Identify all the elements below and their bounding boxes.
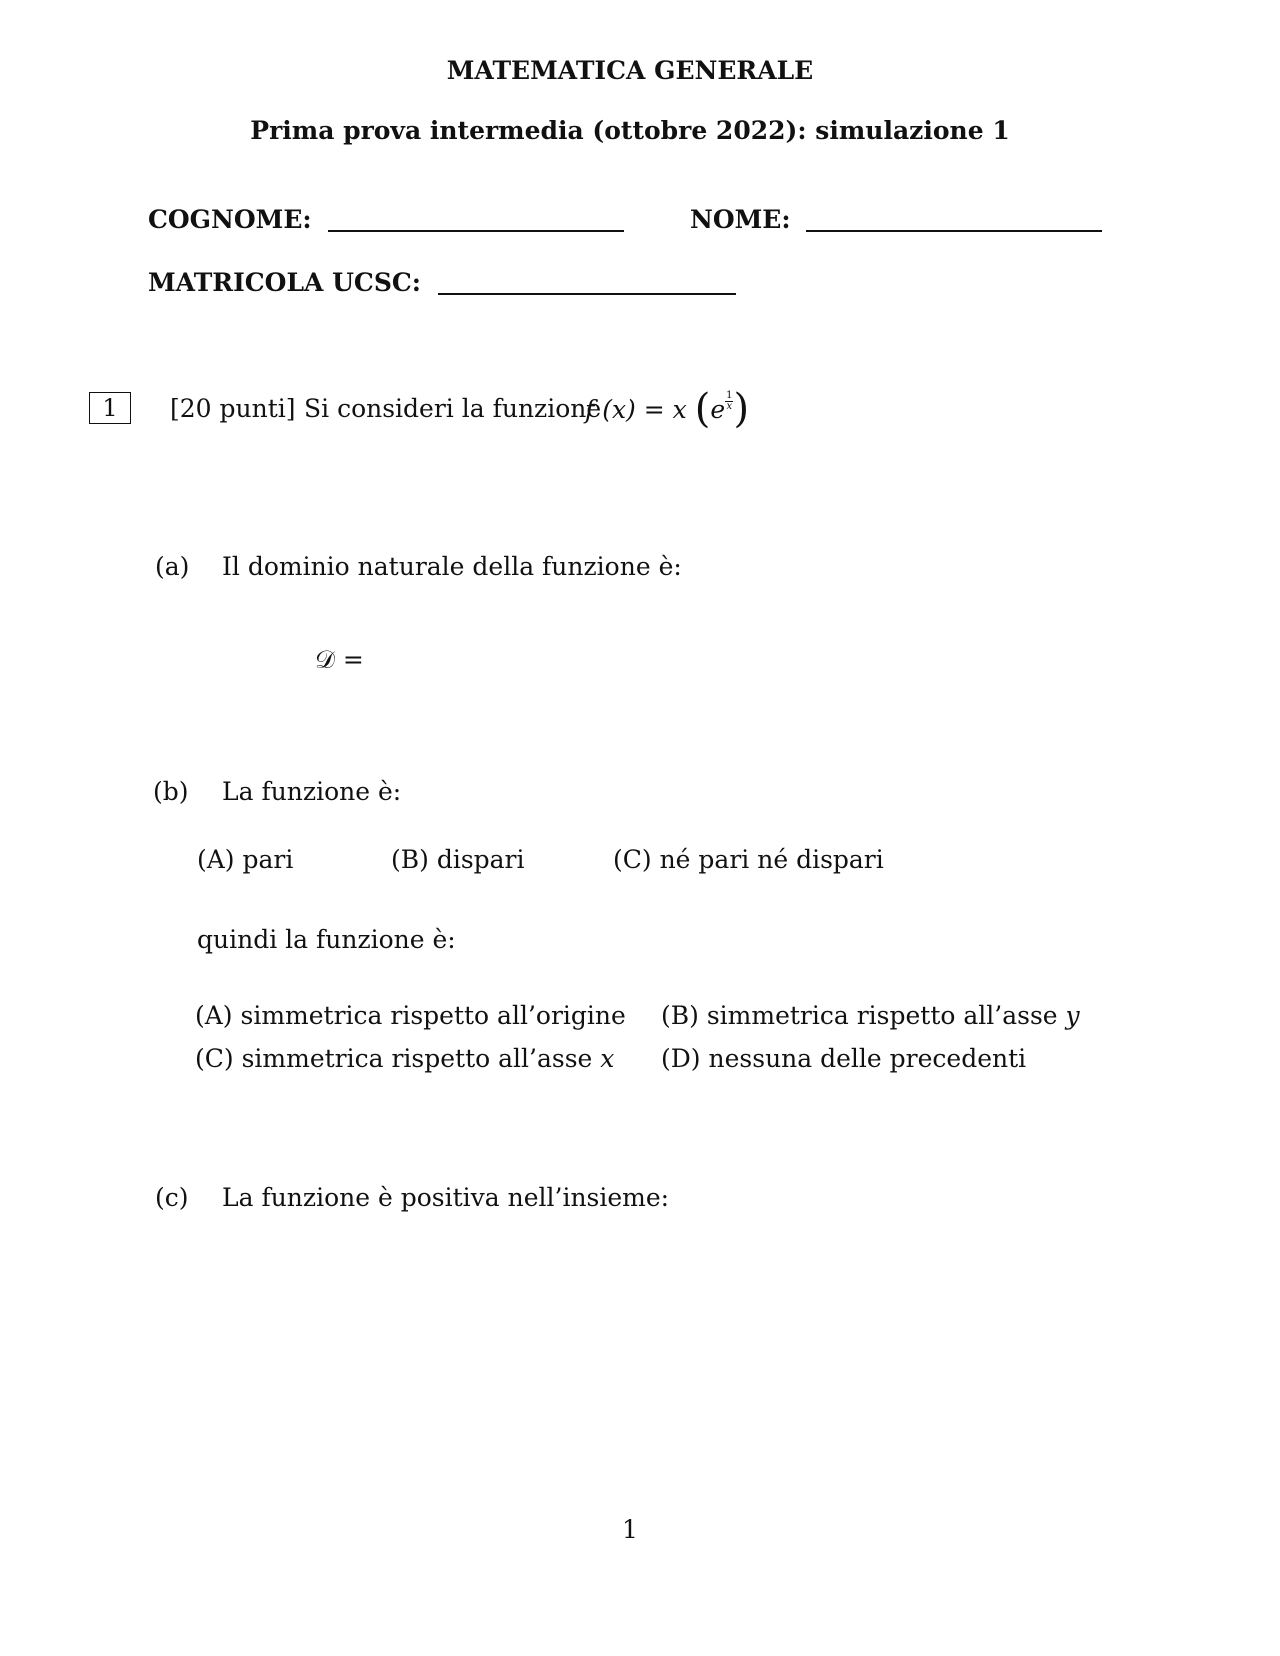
exercise-number-box: 1 xyxy=(89,392,131,424)
nome-label: NOME: xyxy=(690,205,791,234)
symmetry-option-a[interactable] xyxy=(195,1001,626,1030)
domain-answer-prefix: 𝒟 = xyxy=(315,645,364,674)
part-b-label: (b) xyxy=(153,777,189,806)
part-c-label: (c) xyxy=(155,1183,189,1212)
part-c-question: La funzione è positiva nell’insieme: xyxy=(222,1183,670,1212)
symmetry-option-c-letter: (C) xyxy=(195,1044,234,1073)
page-number: 1 xyxy=(622,1515,638,1544)
part-a-label: (a) xyxy=(155,552,190,581)
nome-field[interactable] xyxy=(806,230,1102,232)
matricola-field[interactable] xyxy=(438,293,736,295)
symmetry-option-c[interactable] xyxy=(195,1044,614,1073)
matricola-label: MATRICOLA UCSC: xyxy=(148,268,422,297)
part-b-followup: quindi la funzione è: xyxy=(197,925,456,954)
cognome-label: COGNOME: xyxy=(148,205,312,234)
left-paren: ( xyxy=(694,386,711,432)
symmetry-option-d-text: nessuna delle precedenti xyxy=(708,1044,1027,1073)
part-b-question: La funzione è: xyxy=(222,777,402,806)
exp-base: e xyxy=(710,395,726,424)
symmetry-option-c-text: simmetrica rispetto all’asse xyxy=(241,1044,593,1073)
symmetry-option-a-text: simmetrica rispetto all’origine xyxy=(240,1001,626,1030)
parity-option-a[interactable]: (A) pari xyxy=(197,845,294,874)
exercise-intro: Si consideri la funzione xyxy=(304,394,602,423)
exp-numerator: 1 xyxy=(726,389,733,401)
symmetry-option-d-letter: (D) xyxy=(661,1044,701,1073)
exp-denominator: x xyxy=(726,400,733,412)
function-formula xyxy=(585,386,749,432)
function-lhs: f (x) = x xyxy=(585,395,687,424)
exam-subtitle: Prima prova intermedia (ottobre 2022): simulazione 1 xyxy=(250,116,1010,145)
parity-option-b[interactable]: (B) dispari xyxy=(391,845,525,874)
exercise-points: [20 punti] xyxy=(170,394,296,423)
part-a-question: Il dominio naturale della funzione è: xyxy=(222,552,682,581)
cognome-field[interactable] xyxy=(328,230,624,232)
symmetry-option-b-letter: (B) xyxy=(661,1001,699,1030)
exam-title: MATEMATICA GENERALE xyxy=(446,56,814,85)
symmetry-option-a-letter: (A) xyxy=(195,1001,233,1030)
parity-option-c[interactable]: (C) né pari né dispari xyxy=(613,845,884,874)
symmetry-option-b[interactable] xyxy=(661,1001,1080,1030)
symmetry-option-b-text: simmetrica rispetto all’asse xyxy=(706,1001,1058,1030)
symmetry-option-d[interactable] xyxy=(661,1044,1026,1073)
symmetry-option-b-var: y xyxy=(1065,1001,1080,1030)
right-paren: ) xyxy=(733,386,750,432)
symmetry-option-c-var: x xyxy=(600,1044,615,1073)
